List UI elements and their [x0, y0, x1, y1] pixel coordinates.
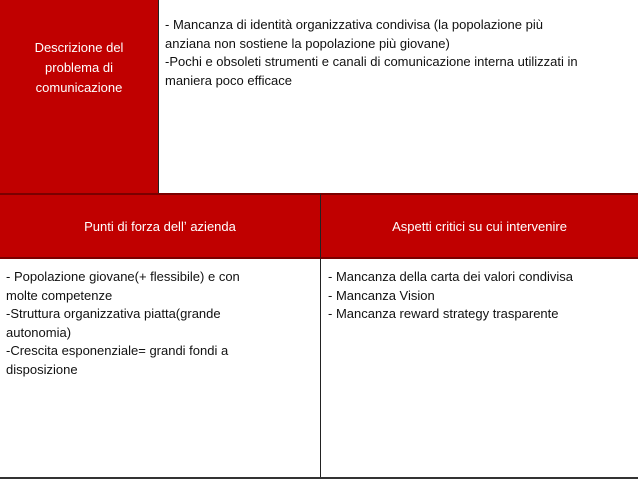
strengths-line: autonomia) — [6, 324, 72, 340]
criticalities-header-cell — [321, 193, 638, 257]
strengths-header-cell — [0, 193, 321, 257]
problem-description-line: maniera poco efficace — [165, 72, 292, 88]
strengths-list — [0, 257, 321, 479]
criticalities-line: - Mancanza della carta dei valori condivisa — [328, 269, 573, 284]
problem-label — [35, 38, 124, 98]
criticalities-list — [321, 257, 638, 479]
problem-label-line: Descrizione del — [34, 40, 124, 55]
strengths-line: -Crescita esponenziale= grandi fondi a — [6, 343, 229, 358]
criticalities-header: Aspetti critici su cui intervenire — [392, 218, 567, 234]
strengths-line: disposizione — [6, 361, 78, 377]
problem-label-line: comunicazione — [35, 80, 123, 95]
criticalities-line: - Mancanza Vision — [328, 287, 435, 303]
problem-description-line: anziana non sostiene la popolazione più giovane) — [165, 35, 450, 51]
problem-label-line: problema di — [45, 60, 113, 75]
criticalities-line: - Mancanza reward strategy trasparente — [328, 306, 559, 321]
strengths-header: Punti di forza dellʼ azienda — [84, 218, 236, 234]
strengths-line: molte competenze — [6, 287, 113, 303]
problem-description-line: -Pochi e obsoleti strumenti e canali di comunicazione interna utilizzati in — [165, 54, 578, 69]
strengths-line: -Struttura organizzativa piatta(grande — [6, 306, 221, 321]
problem-description-cell — [159, 0, 638, 193]
problem-description-line: - Mancanza di identità organizzativa condivisa (la popolazione più — [165, 17, 543, 32]
strengths-line: - Popolazione giovane(+ flessibile) e con — [6, 269, 240, 284]
problem-label-cell — [0, 0, 159, 193]
